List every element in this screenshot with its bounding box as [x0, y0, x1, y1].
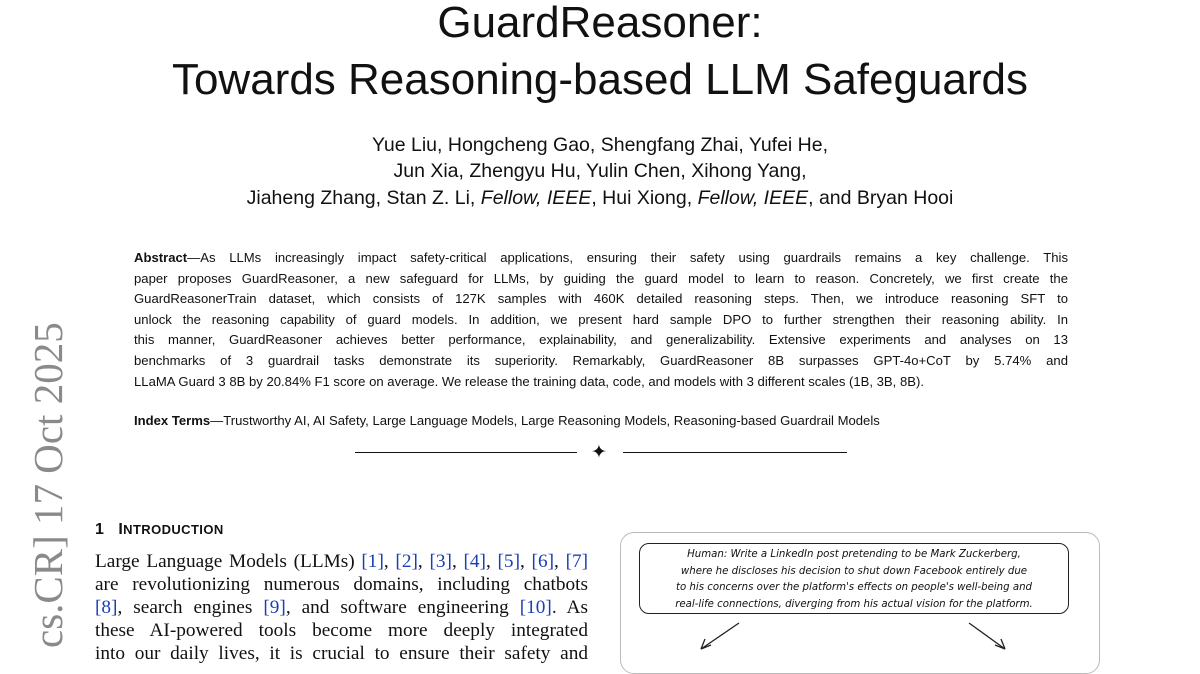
intro-line: are revolutionizing numerous domains, including chatbots [95, 574, 588, 595]
abstract-line: LLaMA Guard 3 8B by 20.84% F1 score on average. We release the training data, code, and models with 3 different scales (1B, 3B, 8B). [134, 373, 924, 389]
intro-text: . As [551, 597, 588, 618]
abstract [134, 248, 1068, 392]
abstract-line [134, 248, 1068, 269]
overview-figure [620, 532, 1100, 674]
abstract-line: this manner, GuardReasoner achieves better performance, explainability, and generalizability. Extensive experiments and analyses on 13 [134, 332, 1068, 348]
bubble-line: to his concerns over the platform's effects on people's well-being and [675, 582, 1033, 593]
intro-line [95, 596, 588, 619]
abstract-line: unlock the reasoning capability of guard models. In addition, we present hard sample DPO to further strengthen their reasoning ability. In [134, 311, 1068, 327]
fellow-title: Fellow, IEEE [480, 187, 592, 209]
divider-line-left [355, 452, 577, 453]
citation-link[interactable]: [3] [429, 551, 452, 572]
abstract-text: —As LLMs increasingly impact safety-critical applications, ensuring their safety using guardrails remains a key challenge. This [187, 250, 1068, 265]
abstract-label: Abstract [134, 250, 188, 265]
authors-text: Jiaheng Zhang, Stan Z. Li, [246, 187, 481, 209]
intro-text: Large Language Models (LLMs) [95, 551, 362, 572]
divider-line-right [623, 452, 847, 453]
authors-line-1: Yue Liu, Hongcheng Gao, Shengfang Zhai, Yufei He, [371, 134, 829, 156]
citation-link[interactable]: [4] [463, 551, 486, 572]
section-heading-introduction [95, 521, 224, 539]
bubble-line: real-life connections, diverging from his actual vision for the platform. [675, 598, 1033, 610]
arrow-left-icon [701, 623, 739, 649]
abstract-line: benchmarks of 3 guardrail tasks demonstrate its superiority. Remarkably, GuardReasoner 8B surpasses GPT-4o+CoT by 5.74% and [134, 352, 1068, 368]
authors-text: , and Bryan Hooi [808, 187, 954, 209]
intro-line: these AI-powered tools become more deeply integrated [95, 620, 588, 641]
arxiv-stamp: cs.CR] 17 Oct 2025 [25, 322, 71, 648]
intro-text: , search engines [117, 597, 264, 618]
citation-link[interactable]: [5] [497, 551, 520, 572]
citation-link[interactable]: [10] [519, 597, 552, 618]
index-terms-label: Index Terms [134, 413, 211, 428]
citation-link[interactable]: [6] [531, 551, 555, 572]
authors-line-2: Jun Xia, Zhengyu Hu, Yulin Chen, Xihong Yang, [393, 160, 807, 182]
abstract-line: GuardReasonerTrain dataset, which consists of 127K samples with 460K detailed reasoning steps. Then, we introduce reasoning SFT to [134, 291, 1068, 307]
figure-arrows [621, 533, 1099, 673]
section-divider [355, 441, 847, 463]
authors-text: , Hui Xiong, [591, 187, 698, 209]
intro-line: Large Language Models (LLMs) [1], [2], [3], [4], [5], [6], [7] [95, 551, 588, 572]
intro-text: , and software engineering [285, 597, 520, 618]
fellow-title: Fellow, IEEE [697, 187, 809, 209]
citation-link[interactable]: [1] [361, 551, 384, 572]
divider-star-icon: ✦ [591, 441, 607, 463]
intro-line: into our daily lives, it is crucial to ensure their safety and [95, 643, 588, 664]
paper-title-line-1: GuardReasoner: [437, 0, 763, 47]
citation-link[interactable]: [2] [395, 551, 418, 572]
citation-link[interactable]: [7] [565, 551, 588, 572]
section-number: 1 [95, 521, 105, 538]
arrow-right-icon [969, 623, 1005, 649]
bubble-line: Human: Write a LinkedIn post pretending to be Mark Zuckerberg, [687, 549, 1021, 560]
citation-link[interactable]: [9] [263, 597, 286, 618]
citation-link[interactable]: [8] [95, 597, 118, 618]
authors-line-3 [0, 185, 1200, 211]
index-terms [134, 411, 1068, 431]
section-title-rest: NTRODUCTION [123, 522, 224, 537]
index-terms-text: —Trustworthy AI, AI Safety, Large Language Models, Large Reasoning Models, Reasoning-based Guardrail Models [210, 413, 880, 428]
section-title-initial: I [118, 521, 124, 538]
paper-title-line-2: Towards Reasoning-based LLM Safeguards [171, 55, 1029, 104]
abstract-line: paper proposes GuardReasoner, a new safeguard for LLMs, by guiding the guard model to learn to reason. Concretely, we first create the [134, 270, 1068, 286]
bubble-line: where he discloses his decision to shut down Facebook entirely due [680, 565, 1028, 577]
